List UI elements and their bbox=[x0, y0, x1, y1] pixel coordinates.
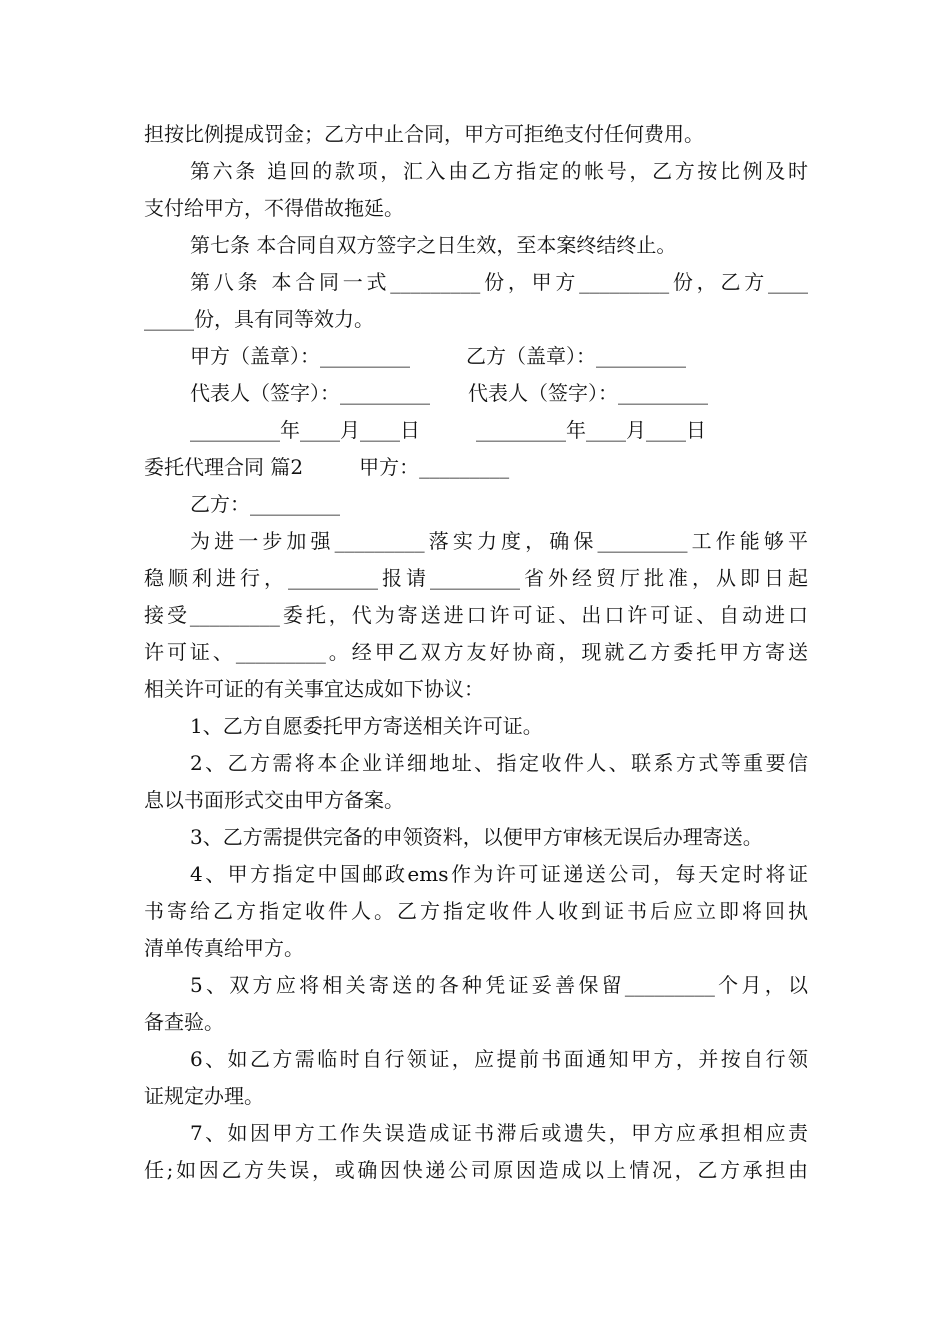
seal-row bbox=[144, 338, 808, 375]
article-8-line-2: _____份，具有同等效力。 bbox=[144, 307, 374, 331]
clause-3: 3、乙方需提供完备的申领资料，以便甲方审核无误后办理寄送。 bbox=[190, 825, 763, 849]
article-8-line-1: 第八条 本合同一式_________份，甲方_________份，乙方____ bbox=[190, 270, 808, 294]
party-a-seal: 甲方（盖章）：_________ bbox=[190, 344, 410, 368]
preamble-line-2: 稳顺利进行，_________报请_________省外经贸厅批准，从即日起 bbox=[144, 566, 808, 590]
party-b-representative: 代表人（签字）：_________ bbox=[468, 381, 708, 405]
party-a-representative: 代表人（签字）：_________ bbox=[190, 381, 430, 405]
contract-2-heading-row bbox=[144, 449, 808, 486]
text-line: 担按比例提成罚金；乙方中止合同，甲方可拒绝支付任何费用。 bbox=[144, 122, 704, 146]
preamble-line-5: 相关许可证的有关事宜达成如下协议： bbox=[144, 677, 484, 701]
clause-5-line-1: 5、双方应将相关寄送的各种凭证妥善保留_________个月，以 bbox=[190, 973, 808, 997]
signature-row bbox=[144, 375, 808, 412]
clause-7-line-2: 任;如因乙方失误，或确因快递公司原因造成以上情况，乙方承担由 bbox=[144, 1158, 808, 1182]
clause-6-line-2: 证规定办理。 bbox=[144, 1084, 264, 1108]
clause-2-line-1: 2、乙方需将本企业详细地址、指定收件人、联系方式等重要信 bbox=[190, 751, 808, 775]
clause-2-line-2: 息以书面形式交由甲方备案。 bbox=[144, 788, 404, 812]
document-body bbox=[144, 116, 808, 1189]
party-b-date: _________年____月____日 bbox=[476, 418, 706, 442]
clause-5-line-2: 备查验。 bbox=[144, 1010, 224, 1034]
party-b-seal: 乙方（盖章）：_________ bbox=[466, 344, 686, 368]
clause-7-line-1: 7、如因甲方工作失误造成证书滞后或遗失，甲方应承担相应责 bbox=[190, 1121, 808, 1145]
clause-4-line-2: 书寄给乙方指定收件人。乙方指定收件人收到证书后应立即将回执 bbox=[144, 899, 808, 923]
date-row bbox=[144, 412, 808, 449]
contract-2-title: 委托代理合同 篇2 bbox=[144, 455, 304, 479]
article-7: 第七条 本合同自双方签字之日生效，至本案终结终止。 bbox=[190, 233, 677, 257]
clause-4-line-1: 4、甲方指定中国邮政ems作为许可证递送公司，每天定时将证 bbox=[190, 862, 808, 886]
clause-4-line-3: 清单传真给甲方。 bbox=[144, 936, 304, 960]
preamble-line-1: 为进一步加强_________落实力度，确保_________工作能够平 bbox=[190, 529, 808, 553]
clause-6-line-1: 6、如乙方需临时自行领证，应提前书面通知甲方，并按自行领 bbox=[190, 1047, 808, 1071]
article-6-line-1: 第六条 追回的款项，汇入由乙方指定的帐号，乙方按比例及时 bbox=[190, 159, 808, 183]
party-a-date: _________年____月____日 bbox=[190, 418, 420, 442]
preamble-line-4: 许可证、_________。经甲乙双方友好协商，现就乙方委托甲方寄送 bbox=[144, 640, 808, 664]
article-6-line-2: 支付给甲方，不得借故拖延。 bbox=[144, 196, 404, 220]
party-b-field: 乙方：_________ bbox=[190, 492, 340, 516]
party-a-field: 甲方：_________ bbox=[359, 455, 510, 479]
preamble-line-3: 接受_________委托，代为寄送进口许可证、出口许可证、自动进口 bbox=[144, 603, 808, 627]
clause-1: 1、乙方自愿委托甲方寄送相关许可证。 bbox=[190, 714, 543, 738]
